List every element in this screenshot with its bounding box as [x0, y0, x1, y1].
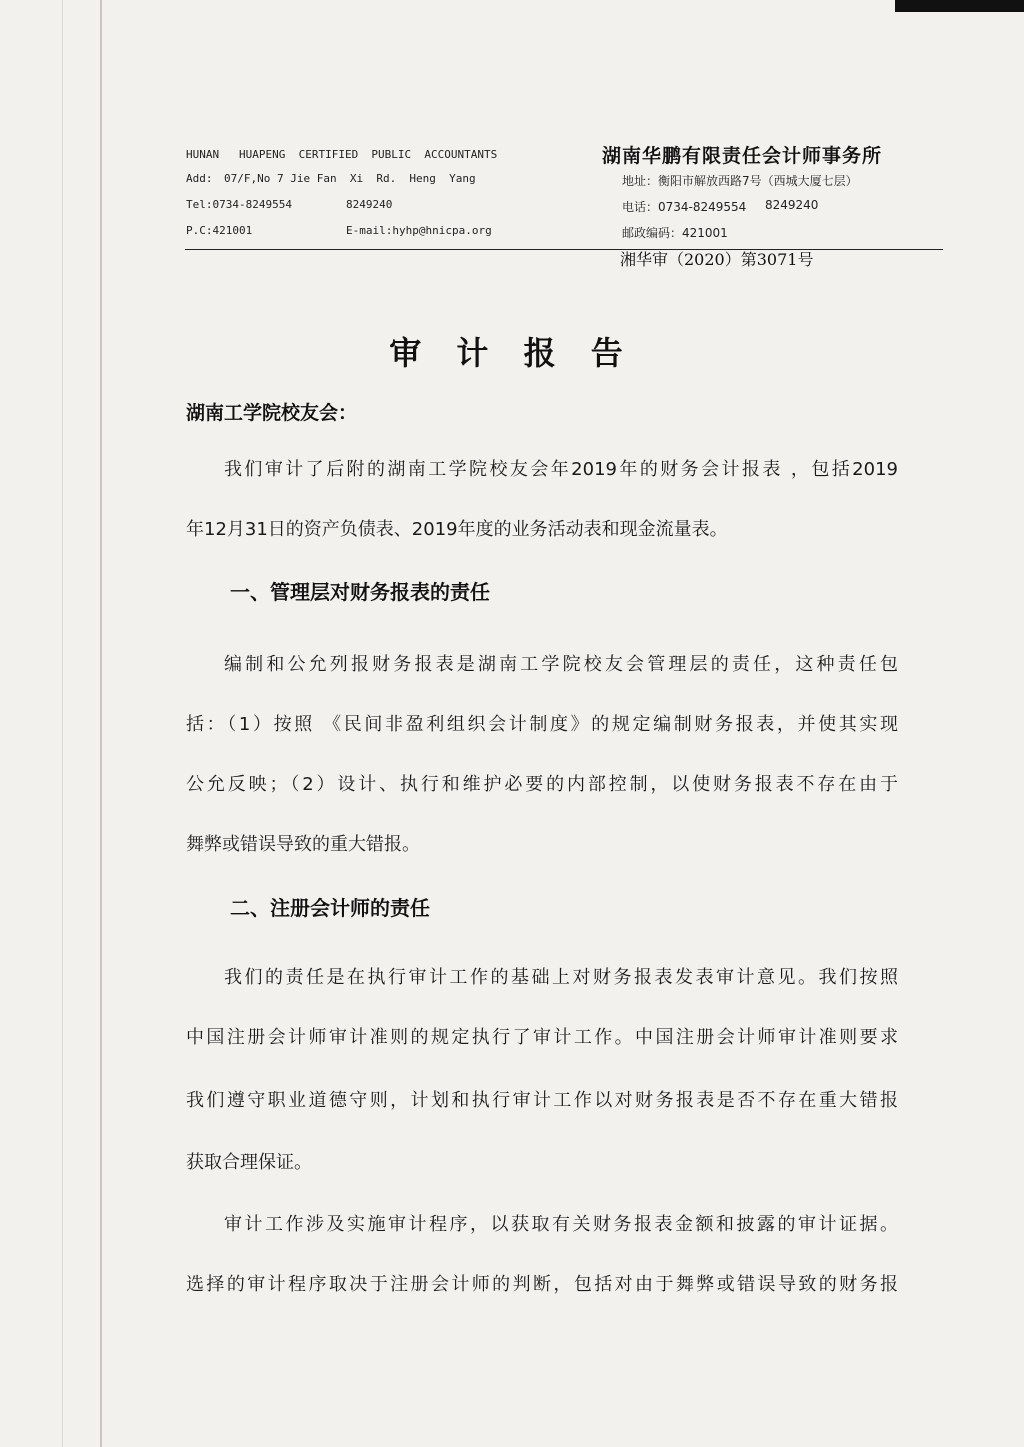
firm-address-cn: 地址：衡阳市解放西路7号（西城大厦七层） — [622, 174, 858, 188]
paragraph-line: 我们审计了后附的湖南工学院校友会年2019年的财务会计报表 ，包括2019 — [224, 459, 898, 480]
firm-postcode-en: P.C:421001 — [186, 224, 253, 237]
paragraph-line: 括：（1）按照 《民间非盈利组织会计制度》的规定编制财务报表，并使其实现 — [186, 714, 898, 735]
bleed-through-text — [230, 272, 236, 290]
paragraph-line: 公允反映；（2）设计、执行和维护必要的内部控制，以使财务报表不存在由于 — [186, 774, 898, 795]
paragraph-line: 我们遵守职业道德守则，计划和执行审计工作以对财务报表是否不存在重大错报 — [186, 1090, 898, 1111]
document-title: 审 计 报 告 — [389, 334, 635, 372]
firm-address-en: 07/F,No 7 Jie Fan Xi Rd. Heng Yang — [224, 172, 476, 185]
firm-address-label-en: Add: — [186, 172, 213, 185]
section-heading: 一、管理层对财务报表的责任 — [230, 580, 490, 604]
addressee: 湖南工学院校友会： — [186, 402, 358, 424]
firm-name-en: HUNAN HUAPENG CERTIFIED PUBLIC ACCOUNTANTS — [186, 148, 498, 161]
firm-name-cn: 湖南华鹏有限责任会计师事务所 — [602, 145, 883, 167]
firm-email-en: E-mail:hyhp@hnicpa.org — [346, 224, 492, 237]
scan-edge — [895, 0, 1024, 12]
paragraph-line: 中国注册会计师审计准则的规定执行了审计工作。中国注册会计师审计准则要求 — [186, 1027, 898, 1048]
page-fold-line — [100, 0, 102, 1447]
paragraph-line: 年12月31日的资产负债表、2019年度的业务活动表和现金流量表。 — [186, 519, 728, 540]
firm-tel-en: Tel:0734-8249554 — [186, 198, 292, 211]
paragraph-line: 审计工作涉及实施审计程序，以获取有关财务报表金额和披露的审计证据。 — [224, 1214, 898, 1235]
letterhead-rule — [185, 249, 943, 250]
firm-postcode-cn: 邮政编码：421001 — [622, 226, 728, 240]
paragraph-line: 获取合理保证。 — [186, 1152, 312, 1173]
report-reference-number: 湘华审（2020）第3071号 — [620, 250, 814, 269]
paragraph-line: 编制和公允列报财务报表是湖南工学院校友会管理层的责任，这种责任包 — [224, 654, 898, 675]
section-heading: 二、注册会计师的责任 — [230, 896, 430, 920]
page-fold-line — [62, 0, 63, 1447]
firm-tel2-cn: 8249240 — [765, 198, 819, 212]
paragraph-line: 舞弊或错误导致的重大错报。 — [186, 834, 420, 855]
firm-tel-cn: 电话：0734-8249554 — [622, 200, 747, 214]
paragraph-line: 选择的审计程序取决于注册会计师的判断，包括对由于舞弊或错误导致的财务报 — [186, 1274, 898, 1295]
firm-tel2-en: 8249240 — [346, 198, 393, 211]
paragraph-line: 我们的责任是在执行审计工作的基础上对财务报表发表审计意见。我们按照 — [224, 967, 898, 988]
